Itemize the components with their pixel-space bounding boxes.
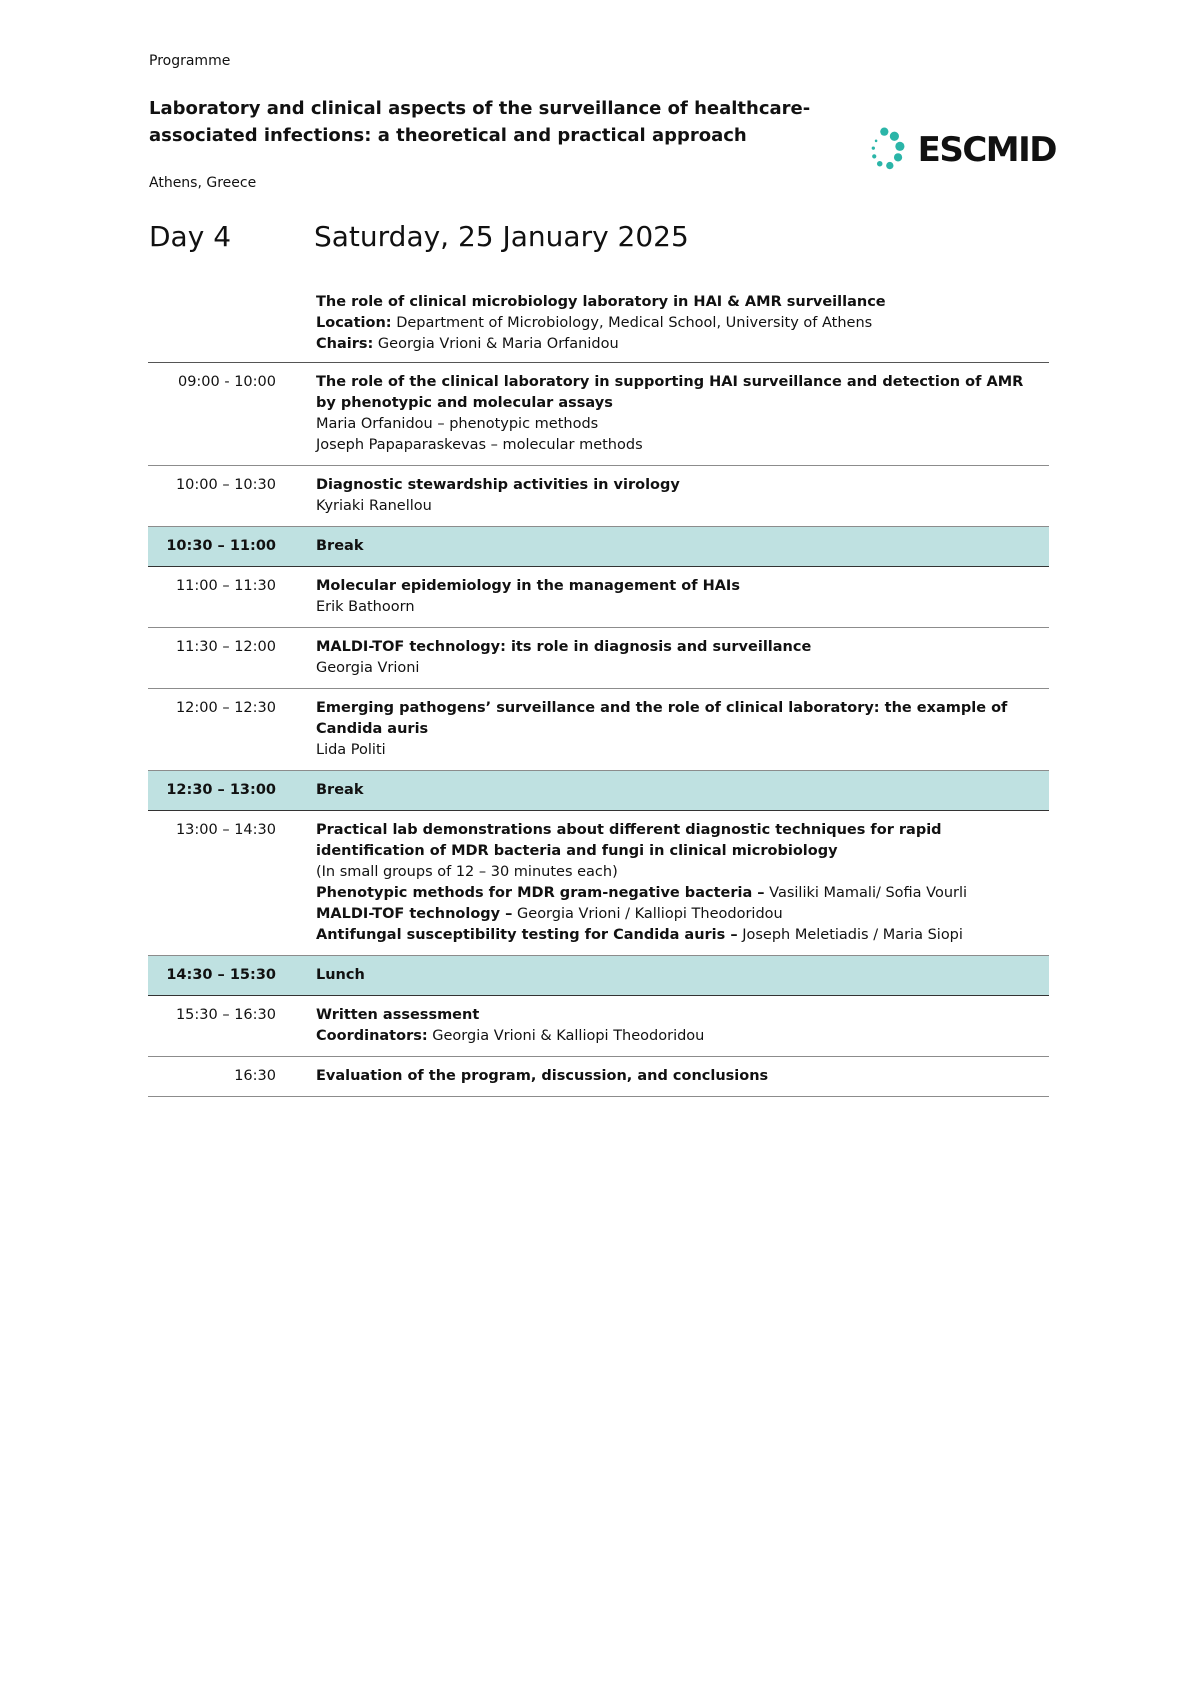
schedule-table — [148, 362, 1049, 1097]
row-content — [316, 466, 1046, 526]
escmid-logo-icon — [866, 124, 914, 176]
row-time: 14:30 – 15:30 — [166, 967, 276, 983]
row-item-label: Phenotypic methods for MDR gram-negative bacteria – — [316, 885, 765, 901]
row-time: 11:30 – 12:00 — [175, 639, 276, 655]
day-label: Day 4 — [149, 220, 232, 253]
schedule-row — [148, 362, 1049, 466]
logo-text: ESCMID — [917, 130, 1056, 170]
row-item-label: MALDI-TOF technology – — [316, 906, 513, 922]
row-title: Diagnostic stewardship activities in virology — [316, 477, 680, 493]
day-date: Saturday, 25 January 2025 — [314, 220, 689, 253]
row-item-label: Antifungal susceptibility testing for Candida auris – — [316, 927, 738, 943]
schedule-row — [148, 466, 1049, 527]
row-item-value: Georgia Vrioni & Kalliopi Theodoridou — [432, 1028, 705, 1044]
session-chairs-value: Georgia Vrioni & Maria Orfanidou — [377, 336, 619, 352]
row-line: Erik Bathoorn — [316, 599, 415, 615]
programme-label: Programme — [149, 53, 231, 69]
row-content — [316, 1057, 1046, 1096]
row-content — [316, 527, 1046, 566]
row-item-value: Georgia Vrioni / Kalliopi Theodoridou — [517, 906, 783, 922]
row-content — [316, 689, 1046, 770]
row-time: 10:30 – 11:00 — [166, 538, 276, 554]
schedule-row — [148, 628, 1049, 689]
break-row — [148, 771, 1049, 811]
row-content — [316, 956, 1046, 995]
row-time: 09:00 - 10:00 — [177, 374, 276, 390]
row-line: (In small groups of 12 – 30 minutes each) — [316, 864, 618, 880]
row-title: The role of the clinical laboratory in supporting HAI surveillance and detection of AMR by phenotypic and molecular assays — [316, 374, 1024, 411]
row-title: MALDI-TOF technology: its role in diagnosis and surveillance — [316, 639, 812, 655]
row-time: 12:30 – 13:00 — [166, 782, 276, 798]
row-line: Lida Politi — [316, 742, 386, 758]
row-item — [316, 883, 1046, 904]
session-title: The role of clinical microbiology laboratory in HAI & AMR surveillance — [316, 294, 886, 310]
session-chairs-label: Chairs: — [316, 336, 374, 352]
row-title: Evaluation of the program, discussion, and conclusions — [316, 1068, 769, 1084]
row-content — [316, 996, 1046, 1056]
row-content — [316, 363, 1046, 465]
escmid-logo — [866, 124, 1056, 176]
break-row — [148, 956, 1049, 996]
schedule-row — [148, 689, 1049, 771]
row-content — [316, 811, 1046, 955]
row-content — [316, 567, 1046, 627]
row-line: Kyriaki Ranellou — [316, 498, 432, 514]
row-title: Break — [316, 782, 364, 798]
row-title: Break — [316, 538, 364, 554]
row-time: 12:00 – 12:30 — [175, 700, 276, 716]
document-title: Laboratory and clinical aspects of the surveillance of healthcare-associated infections: a theoretical and practical approach — [149, 98, 811, 146]
row-content — [316, 628, 1046, 688]
row-title: Lunch — [316, 967, 365, 983]
row-item — [316, 925, 1046, 946]
break-row — [148, 527, 1049, 567]
row-item-value: Vasiliki Mamali/ Sofia Vourli — [769, 885, 968, 901]
row-title: Emerging pathogens’ surveillance and the role of clinical laboratory: the example of Candida auris — [316, 700, 1008, 737]
row-line: Maria Orfanidou – phenotypic methods — [316, 416, 599, 432]
schedule-row — [148, 811, 1049, 956]
row-item — [316, 1026, 1046, 1047]
row-time: 10:00 – 10:30 — [175, 477, 276, 493]
row-time: 11:00 – 11:30 — [175, 578, 276, 594]
row-item-label: Coordinators: — [316, 1028, 428, 1044]
row-line: Joseph Papaparaskevas – molecular methods — [316, 437, 643, 453]
schedule-row — [148, 996, 1049, 1057]
session-chairs — [316, 334, 1046, 355]
row-title: Molecular epidemiology in the management of HAIs — [316, 578, 740, 594]
row-item — [316, 904, 1046, 925]
schedule-row — [148, 567, 1049, 628]
row-time: 13:00 – 14:30 — [175, 822, 276, 838]
row-time: 16:30 — [234, 1068, 276, 1084]
row-title: Practical lab demonstrations about different diagnostic techniques for rapid identification of MDR bacteria and fungi in clinical microbiology — [316, 822, 942, 859]
event-location: Athens, Greece — [149, 175, 257, 191]
row-item-value: Joseph Meletiadis / Maria Siopi — [742, 927, 963, 943]
session-location — [316, 313, 1046, 334]
session-location-value: Department of Microbiology, Medical School, University of Athens — [396, 315, 873, 331]
row-title: Written assessment — [316, 1007, 480, 1023]
row-time: 15:30 – 16:30 — [175, 1007, 276, 1023]
session-header — [316, 292, 1046, 355]
row-content — [316, 771, 1046, 810]
session-location-label: Location: — [316, 315, 392, 331]
schedule-row — [148, 1057, 1049, 1097]
row-line: Georgia Vrioni — [316, 660, 420, 676]
